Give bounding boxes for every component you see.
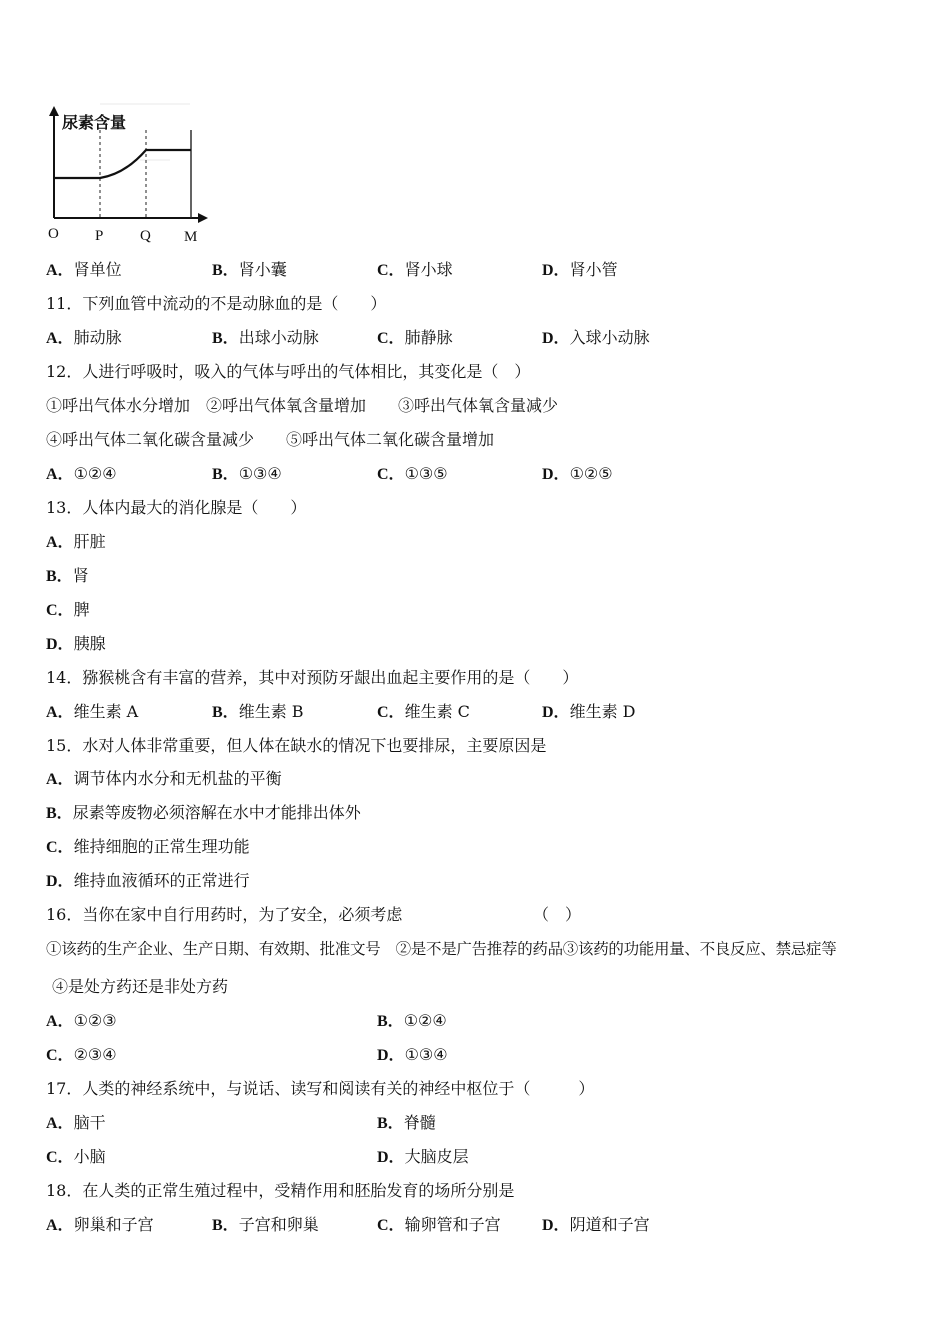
q16-option-b[interactable]: B．①②④ (377, 1011, 447, 1030)
q16-answer-paren: （ ） (533, 905, 582, 924)
q15-option-b[interactable]: B．尿素等废物必须溶解在水中才能排出体外 (46, 803, 361, 822)
q17-option-b[interactable]: B．脊髓 (377, 1113, 436, 1132)
y-axis-label: 尿素含量 (62, 113, 127, 132)
q17-stem: 17．人类的神经系统中，与说话、读写和阅读有关的神经中枢位于（ ） (46, 1079, 595, 1098)
q12-statements-line2: ④呼出气体二氧化碳含量减少 ⑤呼出气体二氧化碳含量增加 (46, 430, 495, 449)
q13-option-b[interactable]: B．肾 (46, 566, 89, 585)
x-label-o: O (48, 226, 59, 242)
q13-stem: 13．人体内最大的消化腺是（ ） (46, 498, 307, 517)
q17-option-d[interactable]: D．大脑皮层 (377, 1147, 469, 1166)
x-label-m: M (184, 229, 198, 245)
q12-option-c[interactable]: C．①③⑤ (377, 464, 448, 483)
q10-option-d[interactable]: D．肾小管 (542, 260, 618, 279)
urea-content-graph (40, 100, 220, 245)
q10-option-b[interactable]: B．肾小囊 (212, 260, 287, 279)
q13-option-a[interactable]: A．肝脏 (46, 532, 106, 551)
x-label-q: Q (140, 228, 151, 244)
q18-option-a[interactable]: A．卵巢和子宫 (46, 1215, 154, 1234)
q13-option-d[interactable]: D．胰腺 (46, 634, 106, 653)
y-axis-arrow (49, 106, 59, 116)
q12-option-b[interactable]: B．①③④ (212, 464, 282, 483)
q15-stem: 15．水对人体非常重要，但人体在缺水的情况下也要排尿，主要原因是 (46, 736, 547, 755)
q11-option-b[interactable]: B．出球小动脉 (212, 328, 319, 347)
urea-curve (54, 150, 191, 178)
q15-option-a[interactable]: A．调节体内水分和无机盐的平衡 (46, 769, 282, 788)
q18-option-b[interactable]: B．子宫和卵巢 (212, 1215, 319, 1234)
q15-option-d[interactable]: D．维持血液循环的正常进行 (46, 871, 250, 890)
q14-option-d[interactable]: D．维生素 D (542, 702, 636, 721)
x-label-p: P (95, 228, 104, 244)
q14-stem: 14．猕猴桃含有丰富的营养，其中对预防牙龈出血起主要作用的是（ ） (46, 668, 579, 687)
q16-statements-line2: ④是处方药还是非处方药 (52, 977, 229, 996)
q12-stem: 12．人进行呼吸时，吸入的气体与呼出的气体相比，其变化是（ ） (46, 362, 531, 381)
q14-option-b[interactable]: B．维生素 B (212, 702, 304, 721)
q12-option-d[interactable]: D．①②⑤ (542, 464, 613, 483)
x-axis-arrow (198, 213, 208, 223)
q12-statements-line1: ①呼出气体水分增加 ②呼出气体氧含量增加 ③呼出气体氧含量减少 (46, 396, 559, 415)
q18-option-d[interactable]: D．阴道和子宫 (542, 1215, 650, 1234)
q11-option-c[interactable]: C．肺静脉 (377, 328, 453, 347)
q17-option-c[interactable]: C．小脑 (46, 1147, 106, 1166)
q10-option-a[interactable]: A．肾单位 (46, 260, 122, 279)
q16-option-c[interactable]: C．②③④ (46, 1045, 117, 1064)
q11-option-a[interactable]: A．肺动脉 (46, 328, 122, 347)
q18-option-c[interactable]: C．输卵管和子宫 (377, 1215, 501, 1234)
q14-option-c[interactable]: C．维生素 C (377, 702, 470, 721)
q15-option-c[interactable]: C．维持细胞的正常生理功能 (46, 837, 250, 856)
q16-option-a[interactable]: A．①②③ (46, 1011, 117, 1030)
q16-stem: 16．当你在家中自行用药时，为了安全，必须考虑 (46, 905, 403, 924)
q16-option-d[interactable]: D．①③④ (377, 1045, 448, 1064)
q17-option-a[interactable]: A．脑干 (46, 1113, 106, 1132)
q13-option-c[interactable]: C．脾 (46, 600, 90, 619)
q18-stem: 18．在人类的正常生殖过程中，受精作用和胚胎发育的场所分别是 (46, 1181, 515, 1200)
q11-stem: 11．下列血管中流动的不是动脉血的是（ ） (46, 294, 387, 313)
q14-option-a[interactable]: A．维生素 A (46, 702, 139, 721)
q10-option-c[interactable]: C．肾小球 (377, 260, 453, 279)
q11-option-d[interactable]: D．入球小动脉 (542, 328, 650, 347)
q16-statements-line1: ①该药的生产企业、生产日期、有效期、批准文号 ②是不是广告推荐的药品③该药的功能用量、不良反应、禁忌症等 (46, 940, 837, 958)
q12-option-a[interactable]: A．①②④ (46, 464, 117, 483)
